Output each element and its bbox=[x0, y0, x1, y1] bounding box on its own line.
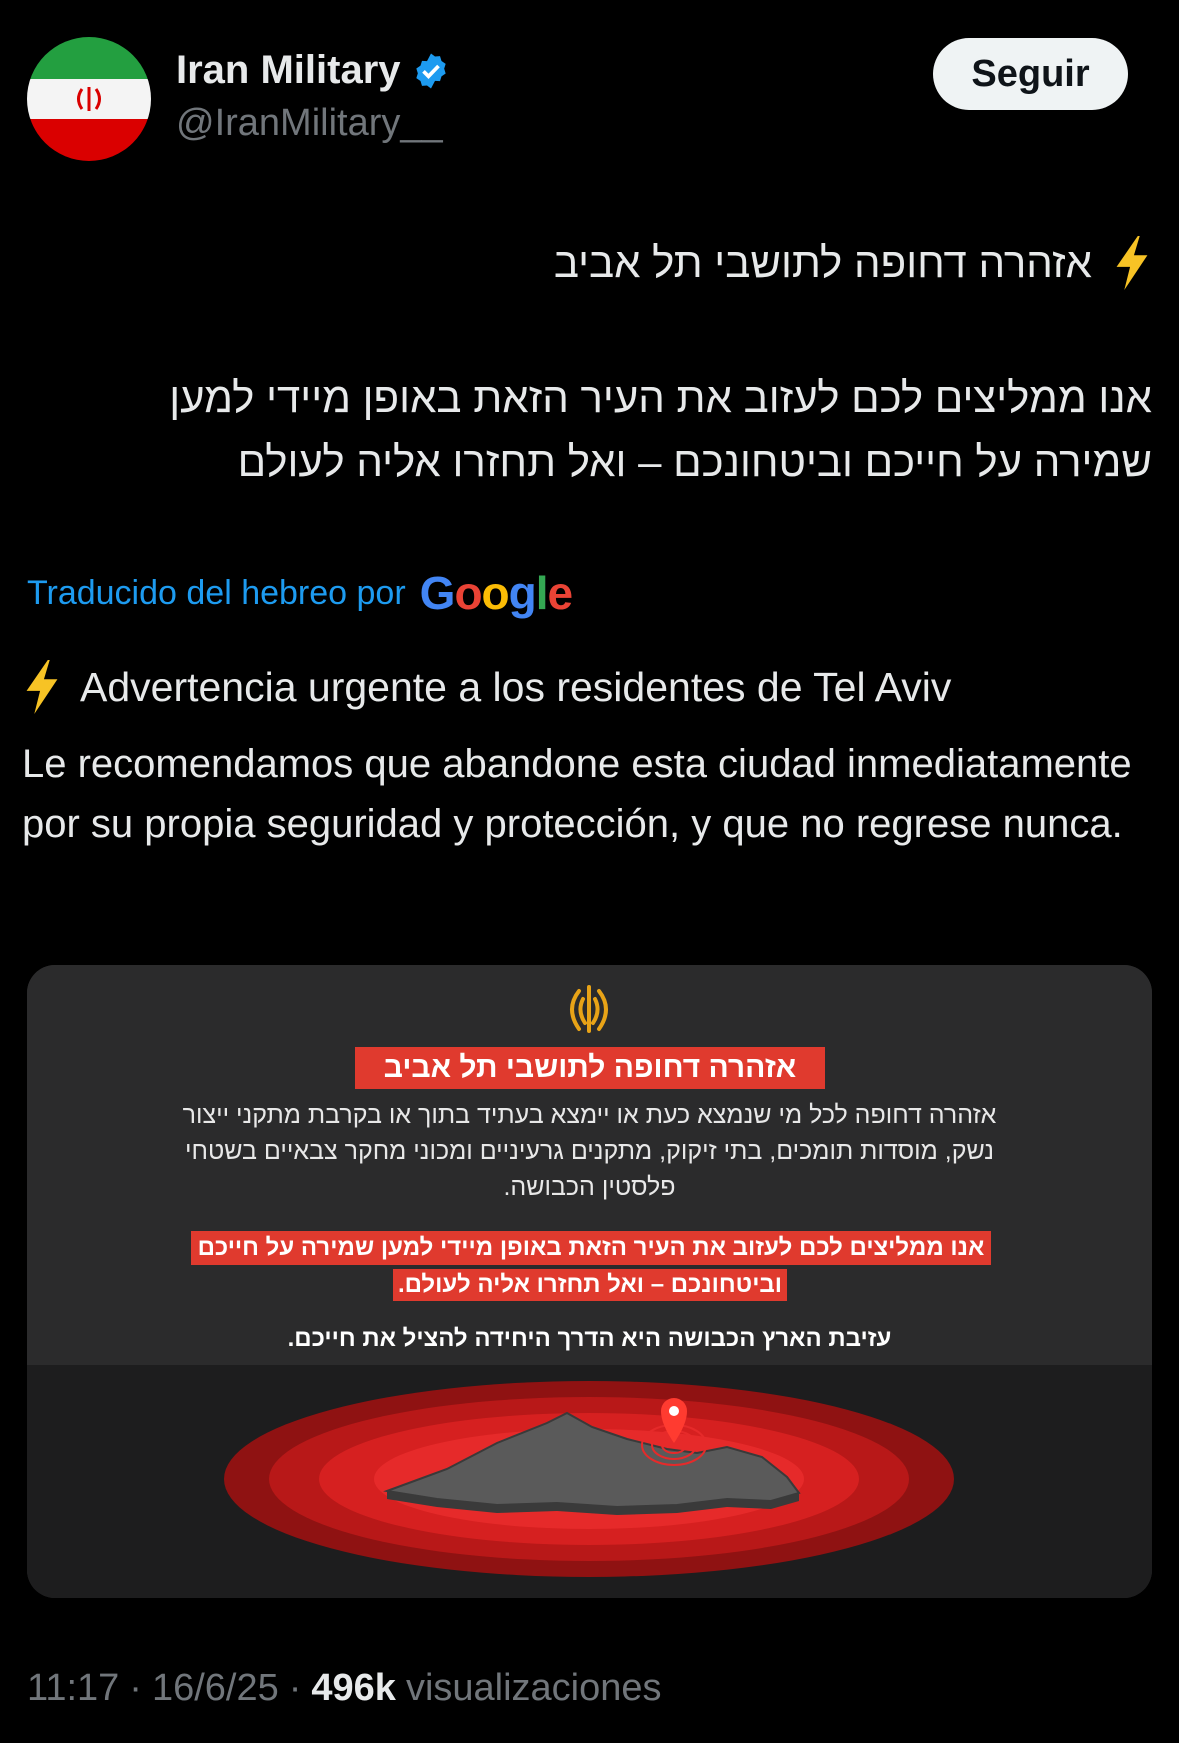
follow-button[interactable]: Seguir bbox=[933, 38, 1128, 110]
lightning-icon bbox=[1112, 236, 1152, 290]
post-metadata bbox=[27, 1667, 662, 1710]
tel-aviv-map-illustration bbox=[27, 1365, 1152, 1598]
lightning-icon bbox=[22, 660, 62, 714]
image-title: אזהרה דחופה לתושבי תל אביב bbox=[355, 1047, 825, 1089]
hebrew-line-1: אנו ממליצים לכם לעזוב את העיר הזאת באופן מיידי למען bbox=[169, 374, 1152, 421]
image-paragraph: אזהרה דחופה לכל מי שנמצא כעת או יימצא בעתיד בתוך או בקרבת מתקני ייצור נשק, מוסדות תומכים, בתי זיקוק, מתקנים גרעיניים ומכוני מחקר צבאיים בשטחי פלסטין הכבושה. bbox=[182, 1101, 997, 1201]
user-handle[interactable]: @IranMilitary__ bbox=[176, 102, 443, 144]
post-image[interactable] bbox=[27, 965, 1152, 1598]
verified-badge-icon bbox=[411, 51, 451, 91]
display-name[interactable] bbox=[176, 48, 451, 93]
image-warning-line-1: אנו ממליצים לכם לעזוב את העיר הזאת באופן מיידי למען שמירה על חייכם bbox=[191, 1231, 991, 1265]
image-final-line: עזיבת הארץ הכבושה היא הדרך היחידה להציל את חייכם. bbox=[287, 1325, 892, 1352]
display-name-text: Iran Military bbox=[176, 48, 401, 92]
iran-flag-icon bbox=[27, 37, 151, 161]
iran-emblem-icon bbox=[557, 977, 621, 1041]
post-time[interactable]: 11:17 bbox=[27, 1667, 120, 1709]
translated-label: Traducido del hebreo por bbox=[27, 573, 406, 612]
views-label: visualizaciones bbox=[405, 1667, 662, 1709]
separator: · bbox=[288, 1667, 302, 1709]
translated-body: Le recomendamos que abandone esta ciudad inmediatamente por su propia seguridad y protección, y que no regrese nunca. bbox=[22, 742, 1132, 846]
hebrew-body bbox=[32, 366, 1152, 494]
google-logo: Google bbox=[419, 567, 573, 619]
translated-title bbox=[22, 660, 951, 714]
image-warning-line-2: וביטחונכם – ואל תחזרו אליה לעולם. bbox=[393, 1269, 787, 1301]
post-header bbox=[0, 0, 1179, 180]
hebrew-title bbox=[32, 236, 1152, 290]
separator: · bbox=[129, 1667, 142, 1709]
translated-title-text: Advertencia urgente a los residentes de Tel Aviv bbox=[80, 663, 952, 710]
views-count: 496k bbox=[311, 1667, 396, 1709]
translation-attribution[interactable] bbox=[27, 566, 572, 620]
post-date[interactable]: 16/6/25 bbox=[151, 1667, 279, 1709]
hebrew-line-2: שמירה על חייכם וביטחונכם – ואל תחזרו אליה לעולם bbox=[237, 438, 1152, 485]
hebrew-title-text: אזהרה דחופה לתושבי תל אביב bbox=[553, 239, 1092, 286]
avatar[interactable] bbox=[27, 37, 151, 161]
